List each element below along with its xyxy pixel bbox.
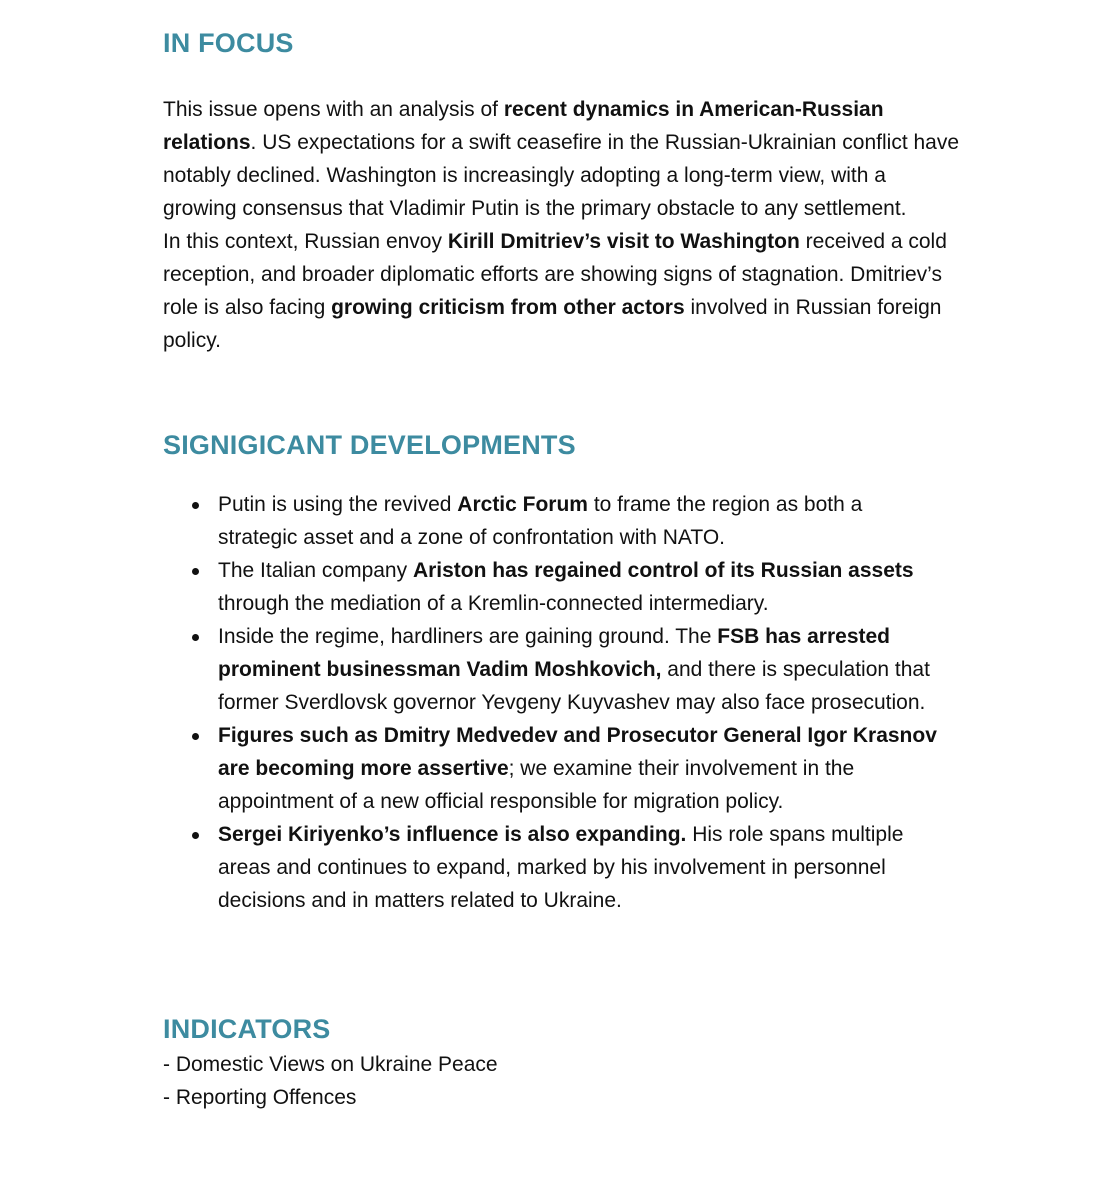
- text-run: through the mediation of a Kremlin-connected intermediary.: [218, 592, 769, 615]
- list-item: [163, 620, 943, 719]
- text-run: Putin is using the revived: [218, 493, 458, 516]
- indicators-section: [163, 1010, 963, 1114]
- bullet-icon: [192, 634, 199, 641]
- bullet-icon: [192, 502, 199, 509]
- bold-run: Ariston has regained control of its Russian assets: [412, 559, 914, 582]
- bold-run: recent dynamics in American-Russian relations: [163, 98, 884, 154]
- text-run: to frame the region as both a strategic asset and a zone of confrontation with NATO.: [218, 493, 863, 549]
- bold-run: growing criticism from other actors: [331, 296, 685, 319]
- list-item: [163, 488, 943, 554]
- in-focus-section: [163, 24, 963, 357]
- text-run: His role spans multiple areas and continues to expand, marked by his involvement in personnel decisions and in matters related to Ukraine.: [218, 823, 904, 912]
- text-run: ; we examine their involvement in the appointment of a new official responsible for migration policy.: [218, 757, 855, 813]
- text-run: and there is speculation that former Sverdlovsk governor Yevgeny Kuyvashev may also face prosecution.: [218, 658, 930, 714]
- bullet-icon: [192, 832, 199, 839]
- text-run: Inside the regime, hardliners are gaining ground. The: [218, 625, 718, 648]
- list-item: [163, 818, 943, 917]
- developments-list: [163, 488, 963, 917]
- bold-run: Sergei Kiriyenko’s influence is also expanding.: [218, 823, 687, 846]
- in-focus-heading: IN FOCUS: [163, 28, 294, 58]
- indicator-item: - Domestic Views on Ukraine Peace: [163, 1053, 498, 1076]
- indicators-heading: INDICATORS: [163, 1014, 331, 1044]
- in-focus-paragraph-1: [163, 93, 963, 225]
- bullet-icon: [192, 733, 199, 740]
- developments-section: [163, 426, 963, 917]
- text-run: This issue opens with an analysis of: [163, 98, 504, 121]
- bold-run: Figures such as Dmitry Medvedev and Prosecutor General Igor Krasnov are becoming more assertive: [218, 724, 937, 780]
- bold-run: Arctic Forum: [457, 493, 588, 516]
- text-run: The Italian company: [218, 559, 413, 582]
- newsletter-content: [163, 24, 963, 1114]
- bullet-icon: [192, 568, 199, 575]
- text-run: involved in Russian foreign policy.: [163, 296, 942, 352]
- list-item: [163, 719, 943, 818]
- bold-run: FSB has arrested prominent businessman Vadim Moshkovich,: [218, 625, 891, 681]
- bold-run: Kirill Dmitriev’s visit to Washington: [447, 230, 800, 253]
- text-run: . US expectations for a swift ceasefire in the Russian-Ukrainian conflict have notably declined. Washington is increasingly adopting a long-term view, with a growing consensus that Vladimir Putin is the primary obstacle to any settlement.: [163, 131, 960, 220]
- text-run: In this context, Russian envoy: [163, 230, 448, 253]
- list-item: [163, 554, 943, 620]
- text-run: received a cold reception, and broader diplomatic efforts are showing signs of stagnation. Dmitriev’s role is also facing: [163, 230, 947, 319]
- developments-heading: SIGNIGICANT DEVELOPMENTS: [163, 430, 576, 460]
- in-focus-paragraph-2: [163, 225, 963, 357]
- indicator-item: - Reporting Offences: [163, 1086, 357, 1109]
